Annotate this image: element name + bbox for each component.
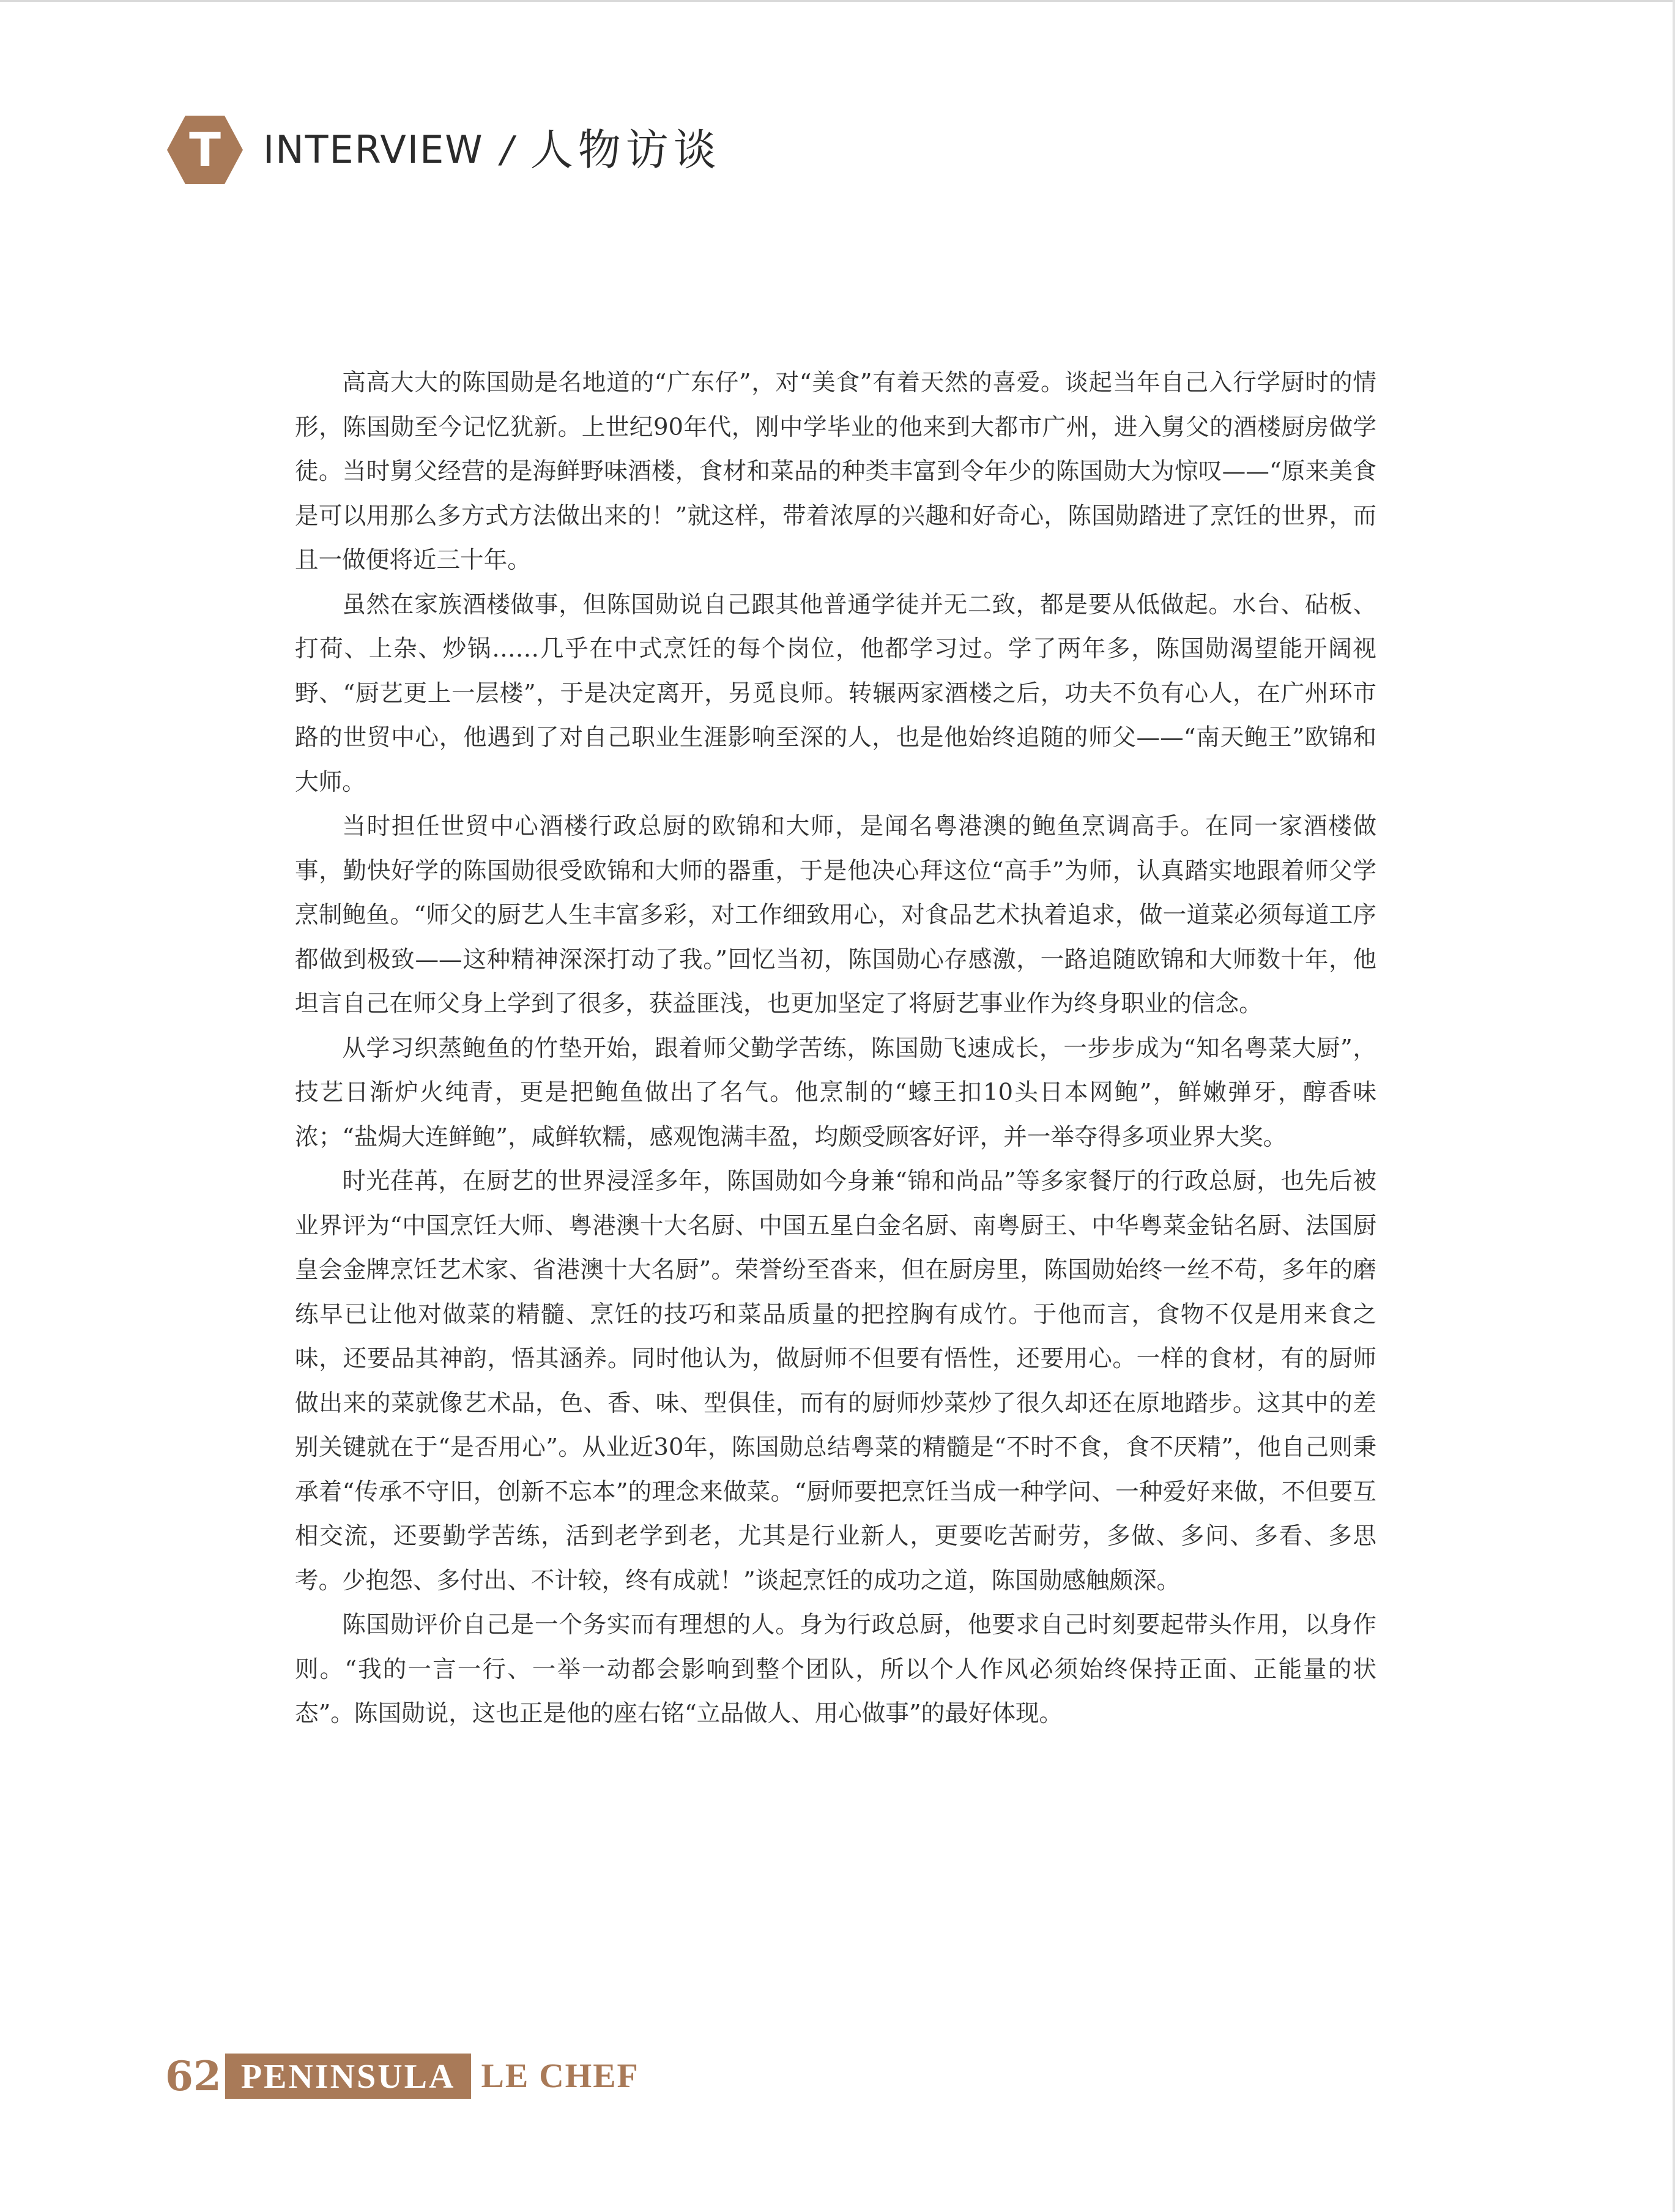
- article-paragraph: 高高大大的陈国勋是名地道的“广东仔”，对“美食”有着天然的喜爱。谈起当年自己入行学厨时的情形，陈国勋至今记忆犹新。上世纪90年代，刚中学毕业的他来到大都市广州，进入舅父的酒楼厨房做学徒。当时舅父经营的是海鲜野味酒楼，食材和菜品的种类丰富到令年少的陈国勋大为惊叹——“原来美食是可以用那么多方式方法做出来的！”就这样，带着浓厚的兴趣和好奇心，陈国勋踏进了烹饪的世界，而且一做便将近三十年。: [295, 369, 1376, 574]
- page-footer: [165, 2052, 639, 2101]
- hexagon-badge-icon: [165, 113, 245, 187]
- section-header: [165, 110, 721, 190]
- section-title-en: INTERVIEW: [263, 127, 484, 172]
- magazine-brand: PENINSULA: [225, 2054, 472, 2099]
- title-separator: /: [500, 128, 513, 171]
- article-paragraph: 当时担任世贸中心酒楼行政总厨的欧锦和大师，是闻名粤港澳的鲍鱼烹调高手。在同一家酒楼做事，勤快好学的陈国勋很受欧锦和大师的器重，于是他决心拜这位“高手”为师，认真踏实地跟着师父学烹制鲍鱼。“师父的厨艺人生丰富多彩，对工作细致用心，对食品艺术执着追求，做一道菜必须每道工序都做到极致——这种精神深深打动了我。”回忆当初，陈国勋心存感激，一路追随欧锦和大师数十年，他坦言自己在师父身上学到了很多，获益匪浅，也更加坚定了将厨艺事业作为终身职业的信念。: [295, 813, 1376, 1018]
- article-paragraph: 陈国勋评价自己是一个务实而有理想的人。身为行政总厨，他要求自己时刻要起带头作用，以身作则。“我的一言一行、一举一动都会影响到整个团队，所以个人作风必须始终保持正面、正能量的状态”。陈国勋说，这也正是他的座右铭“立品做人、用心做事”的最好体现。: [295, 1611, 1376, 1727]
- article-body: [295, 361, 1376, 1737]
- magazine-brand-suffix: LE CHEF: [481, 2057, 639, 2095]
- article-paragraph: 虽然在家族酒楼做事，但陈国勋说自己跟其他普通学徒并无二致，都是要从低做起。水台、砧板、打荷、上杂、炒锅……几乎在中式烹饪的每个岗位，他都学习过。学了两年多，陈国勋渴望能开阔视野、“厨艺更上一层楼”，于是决定离开，另觅良师。转辗两家酒楼之后，功夫不负有心人，在广州环市路的世贸中心，他遇到了对自己职业生涯影响至深的人，也是他始终追随的师父——“南天鲍王”欧锦和大师。: [295, 590, 1376, 796]
- page-right-edge: [1673, 0, 1675, 2212]
- article-paragraph: 时光荏苒，在厨艺的世界浸淫多年，陈国勋如今身兼“锦和尚品”等多家餐厅的行政总厨，也先后被业界评为“中国烹饪大师、粤港澳十大名厨、中国五星白金名厨、南粤厨王、中华粤菜金钻名厨、法国厨皇会金牌烹饪艺术家、省港澳十大名厨”。荣誉纷至沓来，但在厨房里，陈国勋始终一丝不苟，多年的磨练早已让他对做菜的精髓、烹饪的技巧和菜品质量的把控胸有成竹。于他而言，食物不仅是用来食之味，还要品其神韵，悟其涵养。同时他认为，做厨师不但要有悟性，还要用心。一样的食材，有的厨师做出来的菜就像艺术品，色、香、味、型俱佳，而有的厨师炒菜炒了很久却还在原地踏步。这其中的差别关键就在于“是否用心”。从业近30年，陈国勋总结粤菜的精髓是“不时不食，食不厌精”，他自己则秉承着“传承不守旧，创新不忘本”的理念来做菜。“厨师要把烹饪当成一种学问、一种爱好来做，不但要互相交流，还要勤学苦练，活到老学到老，尤其是行业新人，更要吃苦耐劳，多做、多问、多看、多思考。少抱怨、多付出、不计较，终有成就！”谈起烹饪的成功之道，陈国勋感触颇深。: [295, 1167, 1376, 1595]
- article-paragraph: 从学习织蒸鲍鱼的竹垫开始，跟着师父勤学苦练，陈国勋飞速成长，一步步成为“知名粤菜大厨”，技艺日渐炉火纯青，更是把鲍鱼做出了名气。他烹制的“蠔王扣10头日本网鲍”，鲜嫩弹牙，醇香味浓；“盐焗大连鲜鲍”，咸鲜软糯，感观饱满丰盈，均颇受顾客好评，并一举夺得多项业界大奖。: [295, 1034, 1376, 1151]
- page-number: 62: [165, 2052, 221, 2100]
- badge-letter: T: [189, 122, 221, 177]
- page-top-edge: [0, 0, 1675, 2]
- section-title-cn: 人物访谈: [530, 125, 721, 175]
